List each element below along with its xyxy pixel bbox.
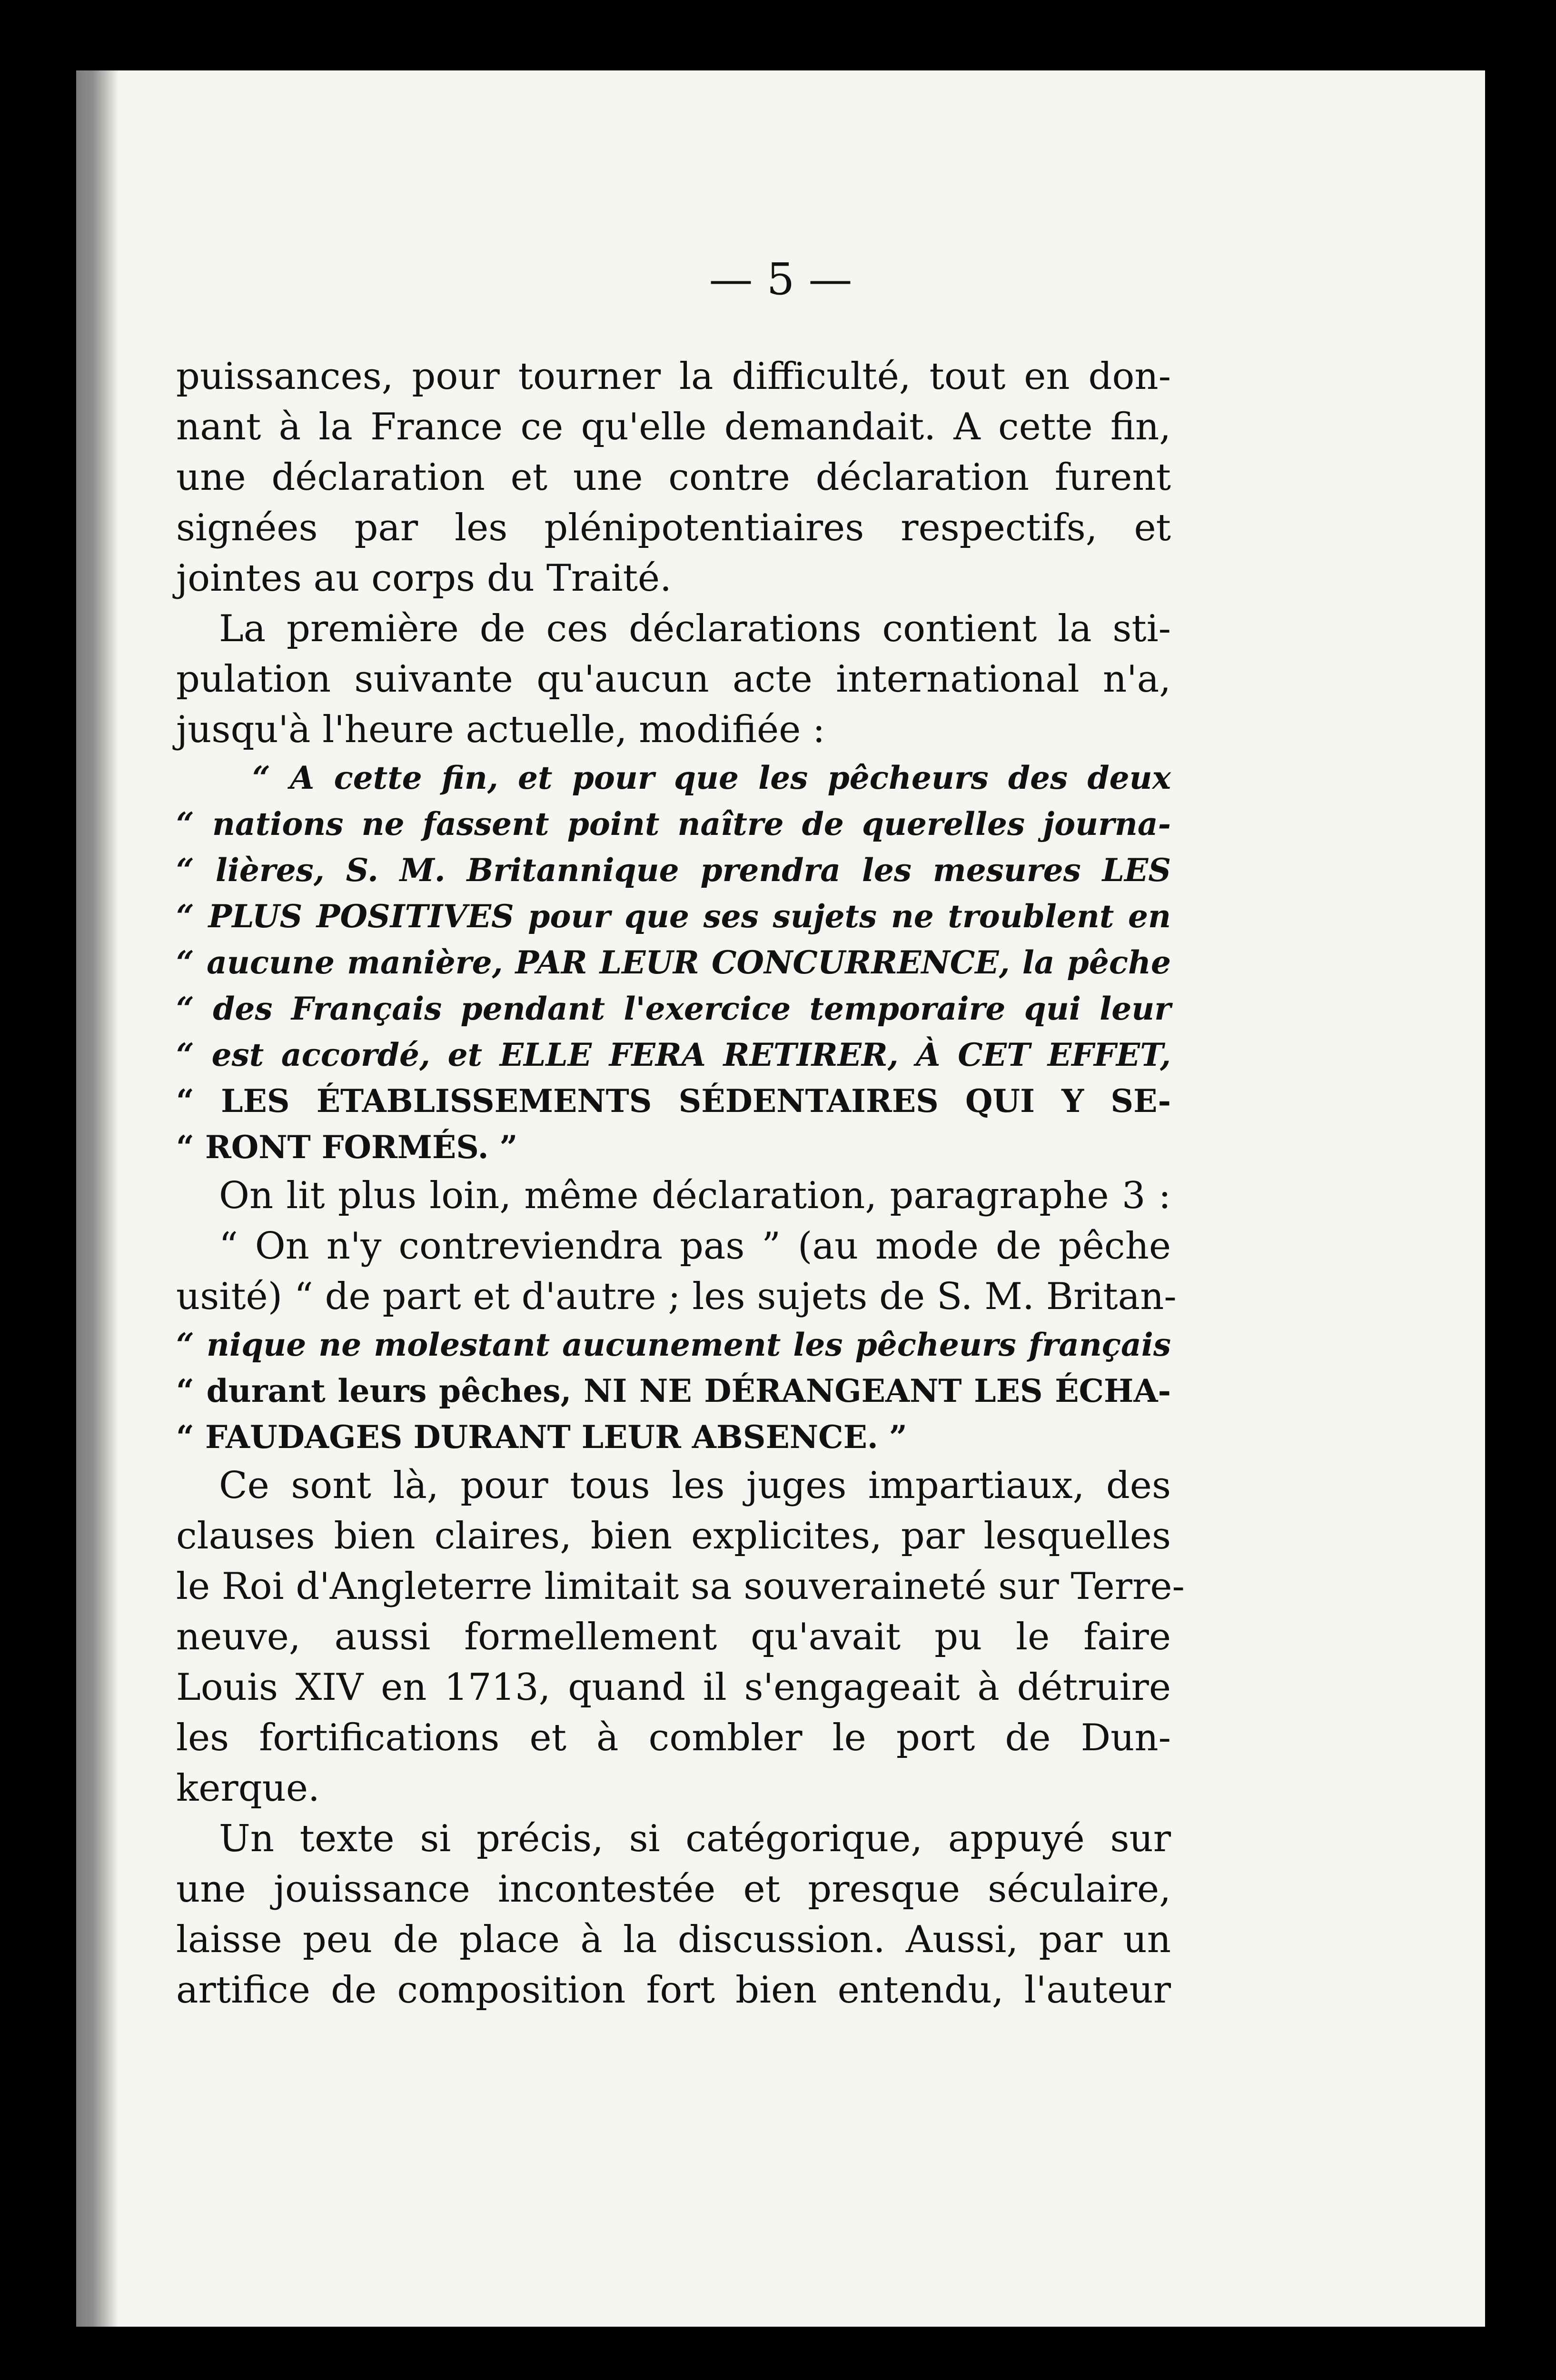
text-line: nant à la France ce qu'elle demandait. A cette fin, [176,406,1171,448]
text-line: On lit plus loin, même déclaration, paragraphe 3 : [219,1174,1171,1217]
quote-line: “ LES ÉTABLISSEMENTS SÉDENTAIRES QUI Y SE- [176,1082,1171,1120]
text-line: “ On n'y contreviendra pas ” (au mode de pêche [219,1225,1171,1268]
text-line: clauses bien claires, bien explicites, par lesquelles [176,1515,1171,1557]
text-line: laisse peu de place à la discussion. Aussi, par un [176,1918,1171,1961]
quote-line: “ PLUS POSITIVES pour que ses sujets ne troublent en [176,898,1171,935]
text-line: signées par les plénipotentiaires respectifs, et [176,506,1171,549]
body-text [176,351,1185,2015]
text-line: artifice de composition fort bien entendu, l'auteur [176,1969,1171,2012]
text-line: une jouissance incontestée et presque séculaire, [176,1868,1171,1911]
text-line: jointes au corps du Traité. [176,557,672,600]
text-line: kerque. [176,1767,320,1810]
book-page [76,70,1485,2327]
quotation-block [176,755,1171,1170]
text-line: puissances, pour tourner la difficulté, tout en don- [176,355,1171,398]
text-line: usité) “ de part et d'autre ; les sujets de S. M. Britan- [176,1275,1177,1318]
quote-line: “ RONT FORMÉS. ” [176,1129,518,1166]
text-line: pulation suivante qu'aucun acte international n'a, [176,658,1171,701]
quote-line: “ nations ne fassent point naître de querelles journa- [176,805,1171,843]
quotation-block [176,1322,1171,1460]
page-gutter-shadow [76,70,119,2327]
quote-line: “ des Français pendant l'exercice temporaire qui leur [176,990,1171,1027]
quote-line: “ FAUDAGES DURANT LEUR ABSENCE. ” [176,1418,907,1456]
text-line: les fortifications et à combler le port de Dun- [176,1716,1171,1759]
text-line: neuve, aussi formellement qu'avait pu le faire [176,1616,1171,1658]
quote-line: “ est accordé, et ELLE FERA RETIRER, À CET EFFET, [176,1036,1171,1073]
quote-line: “ nique ne molestant aucunement les pêcheurs français [176,1326,1171,1363]
text-line: jusqu'à l'heure actuelle, modifiée : [176,708,825,751]
quote-line: “ A cette fin, et pour que les pêcheurs des deux [252,759,1171,796]
text-line: une déclaration et une contre déclaration furent [176,456,1171,499]
text-line: Un texte si précis, si catégorique, appuyé sur [219,1817,1171,1860]
text-line: le Roi d'Angleterre limitait sa souveraineté sur Terre- [176,1565,1185,1608]
text-line: Louis XIV en 1713, quand il s'engageait à détruire [176,1666,1171,1709]
text-line: La première de ces déclarations contient la sti- [219,607,1171,650]
quote-line: “ aucune manière, PAR LEUR CONCURRENCE, la pêche [176,944,1171,981]
page-number: — 5 — [709,254,852,305]
text-line: Ce sont là, pour tous les juges impartiaux, des [219,1464,1171,1507]
quote-line: “ lières, S. M. Britannique prendra les mesures LES [176,852,1171,889]
quote-line: “ durant leurs pêches, NI NE DÉRANGEANT LES ÉCHA- [176,1372,1171,1409]
